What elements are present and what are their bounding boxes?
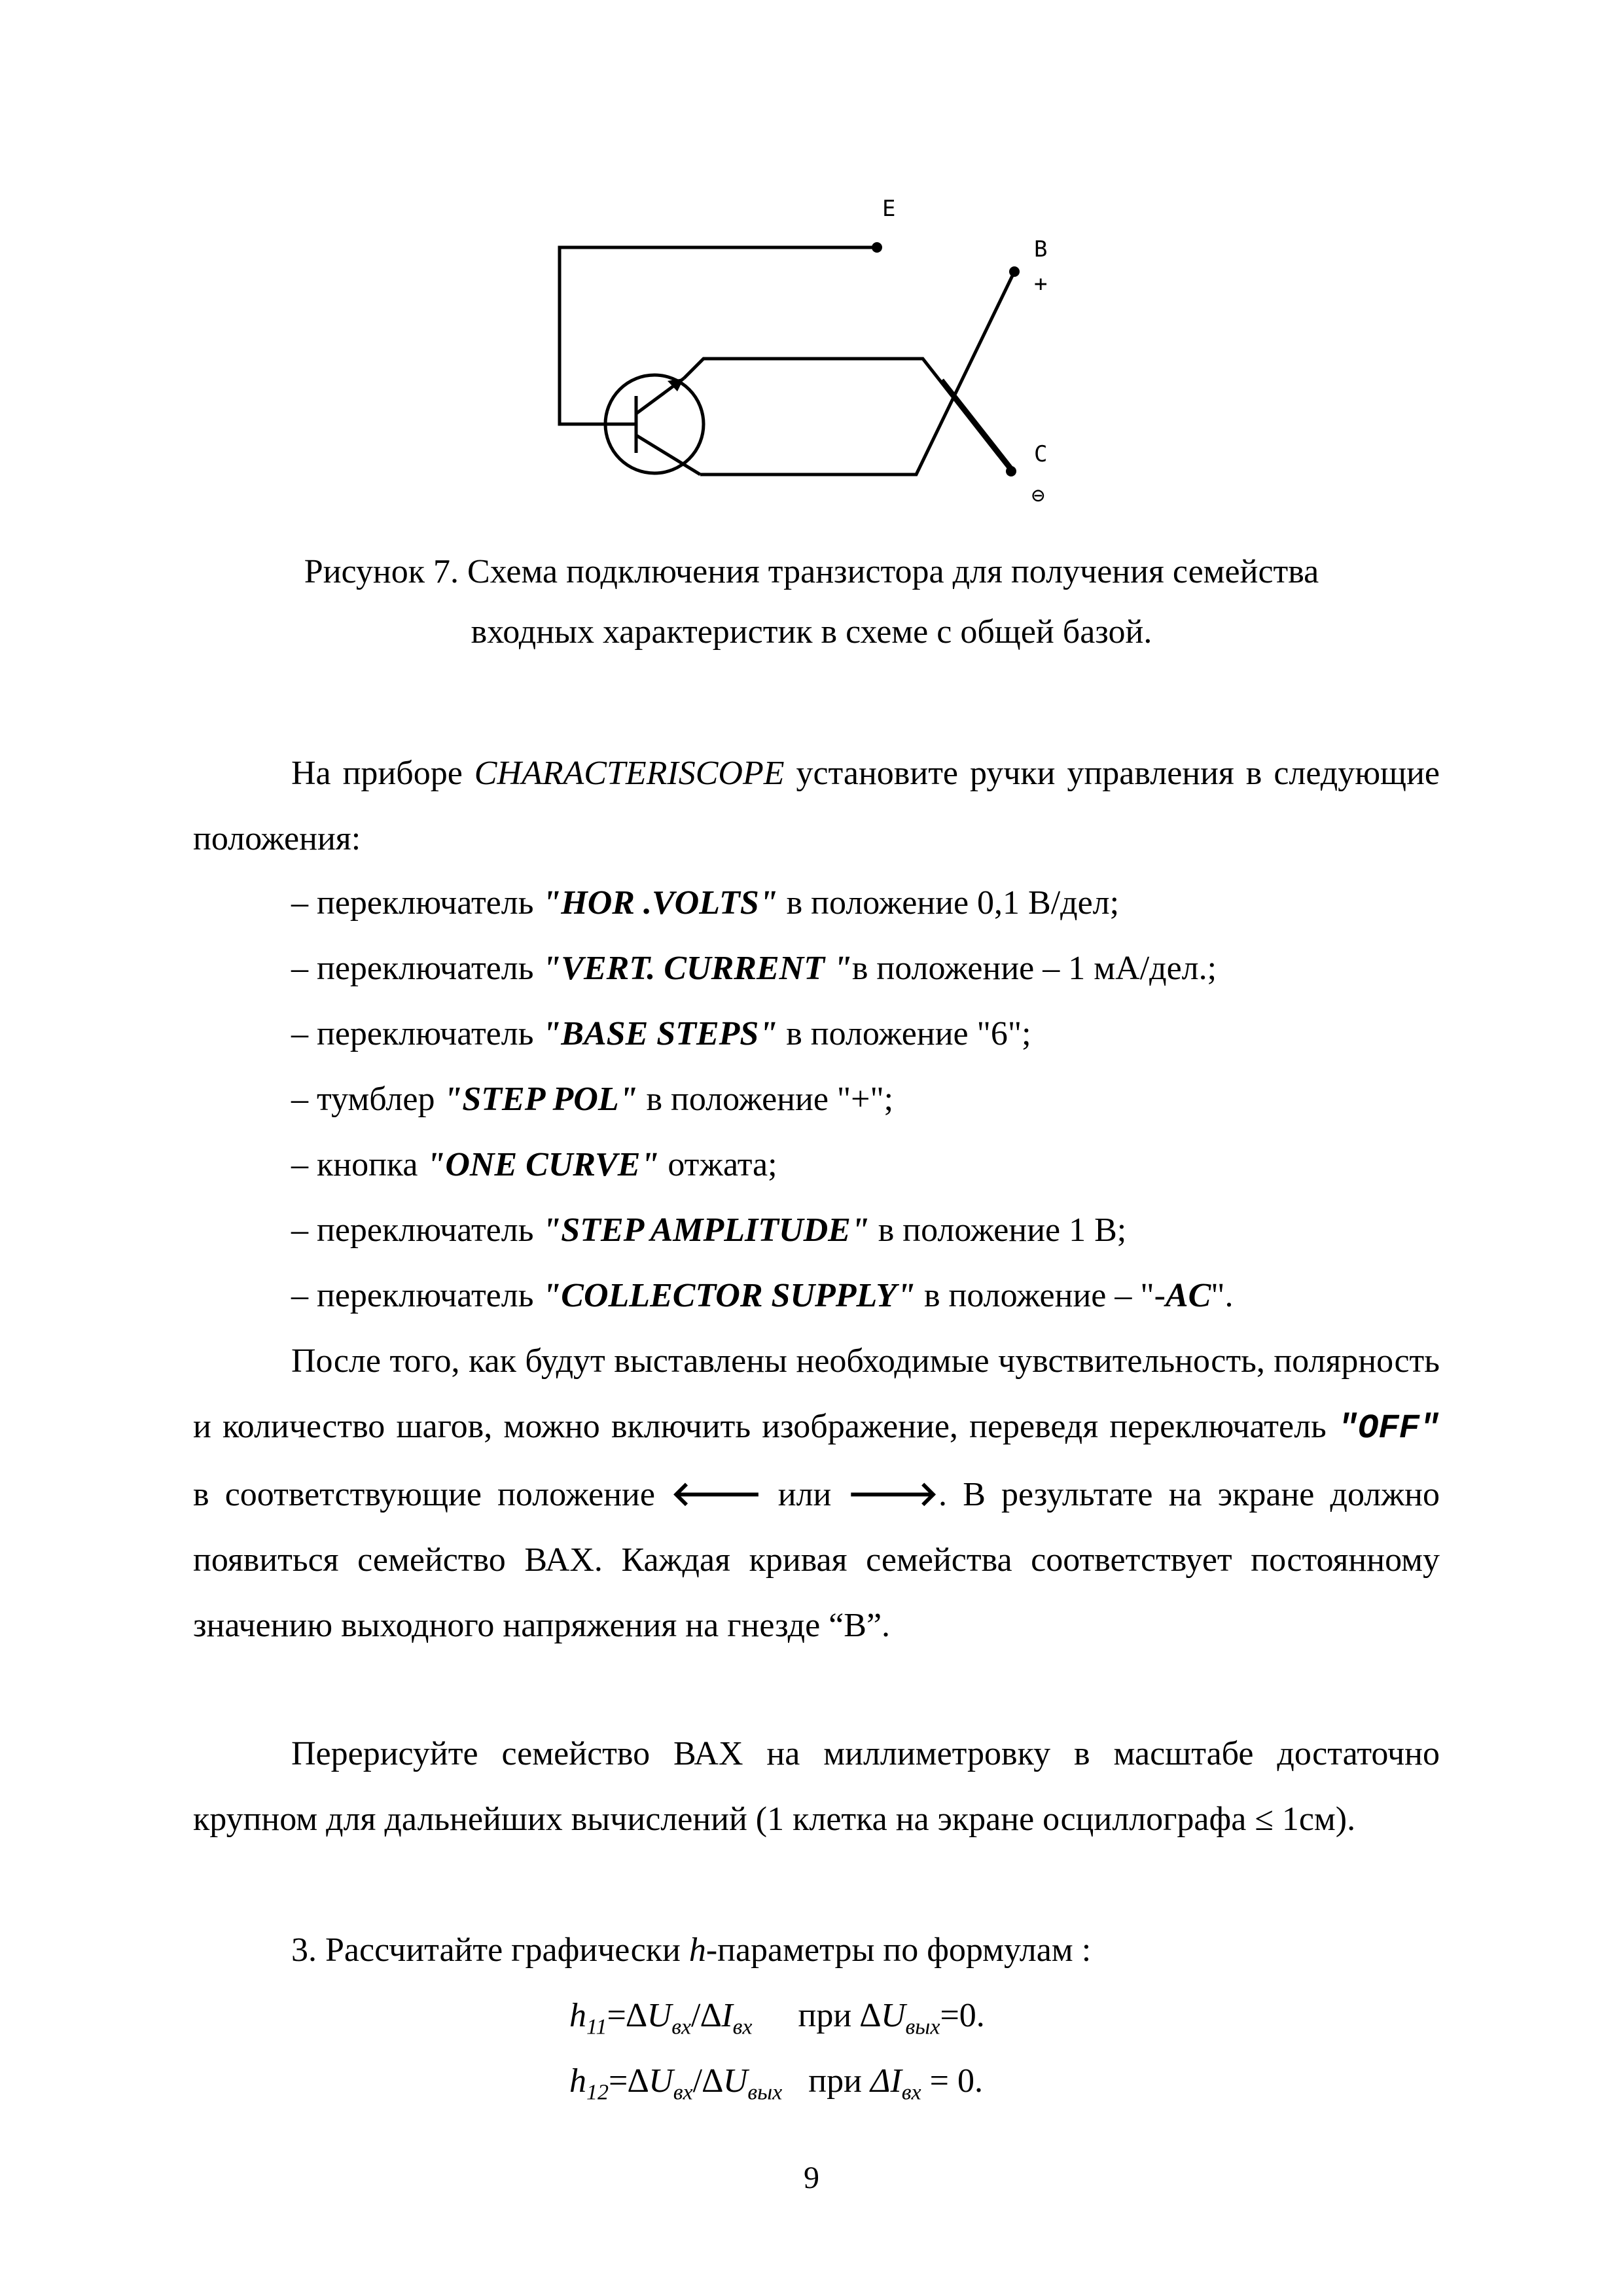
control-value: AC: [1165, 1277, 1211, 1314]
off-switch-name: "OFF": [1337, 1409, 1440, 1448]
lower-wire: [700, 272, 1014, 475]
list-item: [291, 1132, 777, 1198]
caption-line-1: Рисунок 7. Схема подключения транзистора для получения семейства: [304, 553, 1319, 590]
arrow-right-icon: 🡒: [847, 1475, 939, 1514]
item-suffix: отжата;: [659, 1146, 777, 1183]
terminal-c-dot: [1006, 466, 1016, 476]
f2-eq: =∆: [609, 2062, 649, 2100]
formula-h12: [569, 2049, 983, 2125]
f2-cond: при: [808, 2062, 870, 2100]
list-item: [291, 936, 1217, 1001]
f1-u: U: [647, 1997, 672, 2034]
caption-line-2: входных характеристик в схеме с общей базой.: [471, 613, 1152, 651]
f2-u: U: [649, 2062, 673, 2100]
f1-slash: /∆: [691, 1997, 722, 2034]
f1-tail: =0.: [940, 1997, 985, 2034]
para2-text-1: После того, как будут выставлены необходимые чувствительность, полярность и количество шагов, можно включить изображение, переведя переключатель: [193, 1342, 1440, 1445]
arrow-left-icon: 🡐: [671, 1475, 762, 1514]
terminal-e-dot: [872, 242, 882, 253]
control-name: "VERT. CURRENT ": [542, 950, 852, 987]
control-name: "COLLECTOR SUPPLY": [542, 1277, 916, 1314]
item-prefix: – кнопка: [291, 1146, 427, 1183]
h-symbol: h: [688, 1931, 706, 1969]
item-suffix: в положение "6";: [777, 1015, 1031, 1052]
item-suffix: в положение – 1 мА/дел.;: [851, 950, 1217, 987]
f2-h: h: [569, 2062, 586, 2100]
label-b: B: [1034, 236, 1048, 262]
para2-or: или: [762, 1476, 847, 1513]
para4-text-2: -параметры по формулам :: [705, 1931, 1092, 1969]
item-suffix: в положение "+";: [637, 1081, 894, 1118]
control-name: "STEP POL": [443, 1081, 638, 1118]
emitter-wire: [560, 247, 877, 424]
page-number: 9: [804, 2161, 819, 2195]
item-suffix: в положение – "-: [915, 1277, 1166, 1314]
f1-eq: =∆: [607, 1997, 647, 2034]
control-name: "BASE STEPS": [542, 1015, 778, 1052]
item-prefix: – переключатель: [291, 1211, 543, 1249]
paragraph-calc: [193, 1918, 1440, 1983]
item-suffix: в положение 1 В;: [869, 1211, 1127, 1249]
paragraph-procedure: [193, 1329, 1440, 1659]
paragraph-redraw: Перерисуйте семейство ВАХ на миллиметровку в масштабе достаточно крупном для дальнейших вычислений (1 клетка на экране осциллографа ≤ 1см).: [193, 1735, 1440, 1838]
cross-wire: [942, 380, 1014, 471]
list-item: [291, 1198, 1126, 1263]
f2-di: ΔI: [870, 2062, 902, 2100]
upper-wire: [684, 359, 1011, 471]
f1-cond: при ∆: [798, 1997, 881, 2034]
list-item: [291, 1263, 1234, 1329]
control-name: "STEP AMPLITUDE": [542, 1211, 870, 1249]
terminal-b-dot: [1009, 266, 1020, 277]
list-item: [291, 1001, 1031, 1067]
f1-h-sub: 11: [586, 2015, 607, 2039]
f2-u2-sub: вых: [747, 2080, 783, 2105]
para4-text-1: 3. Рассчитайте графически: [291, 1931, 689, 1969]
intro-text-1: На приборе: [291, 755, 474, 792]
item-prefix: – переключатель: [291, 1015, 543, 1052]
f2-di-sub: вх: [901, 2080, 921, 2105]
item-prefix: – переключатель: [291, 884, 543, 922]
f2-u-sub: вх: [673, 2080, 693, 2105]
f1-u2-sub: вых: [905, 2015, 940, 2039]
intro-text-2: установите ручки управления в следующие положения:: [193, 755, 1440, 857]
label-plus: +: [1034, 271, 1048, 297]
device-name: CHARACTERISCOPE: [474, 755, 785, 792]
control-name: "HOR .VOLTS": [542, 884, 778, 922]
list-item: [291, 870, 1119, 936]
f1-u2: U: [880, 1997, 906, 2034]
f2-slash: /∆: [692, 2062, 723, 2100]
para2-text-3: . В результате на экране должно появиться семейство ВАХ. Каждая кривая семейства соответствует постоянному значению выходного напряжения на гнезде “В”.: [193, 1476, 1440, 1644]
item-prefix: – переключатель: [291, 950, 543, 987]
circuit-diagram: [0, 0, 1623, 537]
f2-tail: = 0.: [921, 2062, 983, 2100]
figure-caption: [196, 542, 1427, 662]
f1-u-sub: вх: [671, 2015, 692, 2039]
list-item: [291, 1067, 893, 1132]
f2-u2: U: [722, 2062, 748, 2100]
f2-h-sub: 12: [586, 2080, 609, 2105]
f1-i: I: [721, 1997, 733, 2034]
f1-i-sub: вх: [732, 2015, 753, 2039]
item-prefix: – тумблер: [291, 1081, 444, 1118]
control-name: "ONE CURVE": [426, 1146, 660, 1183]
label-e: E: [882, 196, 896, 222]
intro-paragraph: [193, 741, 1440, 872]
f1-h: h: [569, 1997, 586, 2034]
label-c: C: [1034, 441, 1048, 467]
item-prefix: – переключатель: [291, 1277, 543, 1314]
item-suffix: в положение 0,1 В/дел;: [777, 884, 1120, 922]
item-suffix: ".: [1211, 1277, 1234, 1314]
para2-text-2: в соответствующие положение: [193, 1476, 671, 1513]
label-minus: ⊖: [1031, 482, 1045, 509]
